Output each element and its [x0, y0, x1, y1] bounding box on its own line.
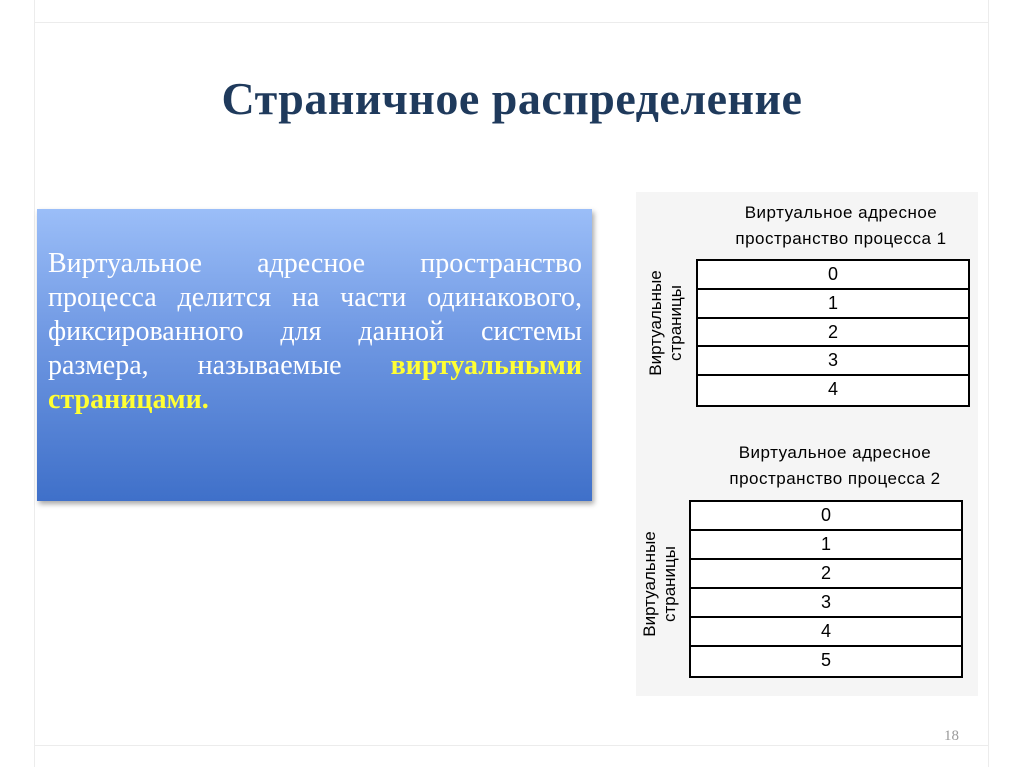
process2-caption — [700, 440, 970, 492]
frame-line-bottom — [34, 745, 988, 746]
process2-page-row: 4 — [691, 618, 961, 647]
process1-caption-line2: пространство процесса 1 — [735, 229, 947, 248]
process2-page-row: 5 — [820, 650, 831, 670]
process1-side-label — [646, 263, 690, 383]
process1-page-row: 2 — [698, 319, 968, 348]
process2-page-row: 2 — [691, 560, 961, 589]
page-diagram — [636, 192, 978, 696]
process2-caption-line2: пространство процесса 2 — [729, 469, 941, 488]
process2-page-row: 0 — [691, 502, 961, 531]
definition-highlight: виртуальными страницами. — [48, 350, 582, 415]
process1-page-row: 0 — [698, 261, 968, 290]
process2-page-row: 3 — [691, 589, 961, 618]
process2-page-table — [689, 500, 963, 678]
process1-caption-line1: Виртуальное адресное — [744, 203, 938, 222]
process1-page-row: 4 — [827, 379, 838, 400]
process2-caption-line1: Виртуальное адресное — [738, 443, 932, 462]
process2-page-row: 1 — [691, 531, 961, 560]
definition-textbox — [37, 209, 592, 501]
process2-side-label — [640, 524, 684, 644]
process1-page-row: 1 — [698, 290, 968, 319]
definition-text — [48, 247, 582, 417]
page-number: 18 — [944, 728, 959, 744]
process1-side-label-line2: страницы — [666, 284, 685, 362]
process2-side-label-line2: страницы — [660, 545, 679, 623]
process2-side-label-line1: Виртуальные — [640, 531, 659, 637]
process1-page-row: 3 — [698, 347, 968, 376]
frame-line-top — [34, 22, 988, 23]
definition-text-main: Виртуальное адресное пространство процесса делится на части одинакового, фиксированного для данной системы размера, называемые — [48, 248, 582, 381]
process1-page-table — [696, 259, 970, 407]
process1-side-label-line1: Виртуальные — [646, 270, 665, 376]
process1-caption — [706, 200, 976, 252]
slide-title: Страничное распределение — [221, 73, 803, 124]
